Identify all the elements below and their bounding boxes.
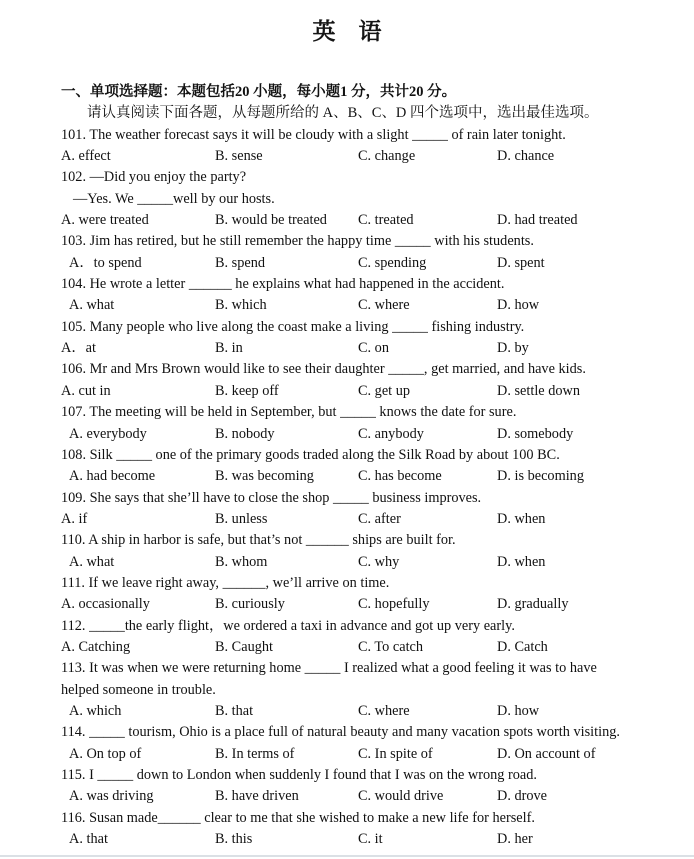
question-stem: 102. —Did you enjoy the party? xyxy=(61,169,247,186)
options-row xyxy=(61,210,688,231)
question-number: 101. xyxy=(61,126,87,143)
question-block xyxy=(61,722,688,765)
option-b: B. have driven xyxy=(215,788,299,805)
option-c: C. would drive xyxy=(358,788,444,805)
option-b: B. In terms of xyxy=(215,745,295,762)
option-a: A. if xyxy=(61,510,88,527)
option-b: B. whom xyxy=(215,553,268,570)
question-number: 107. xyxy=(61,404,87,421)
option-c: C. In spite of xyxy=(358,745,433,762)
page-bottom-edge xyxy=(0,855,694,857)
option-a: A. Catching xyxy=(61,638,131,655)
question-block xyxy=(61,125,688,168)
option-a: A. occasionally xyxy=(61,596,150,613)
question-block xyxy=(61,317,688,360)
options-row xyxy=(61,637,688,658)
option-d: D. spent xyxy=(497,254,545,271)
question-stem: 110. A ship in harbor is safe, but that’s not ______ ships are built for. xyxy=(61,532,456,549)
options-row xyxy=(61,424,688,445)
question-block xyxy=(61,231,688,274)
section-heading: 一、单项选择题：本题包括20 小题，每小题1 分，共计20 分。 xyxy=(61,84,457,100)
option-b: B. that xyxy=(215,702,254,719)
option-b: B. sense xyxy=(215,148,263,165)
option-b: B. Caught xyxy=(215,638,273,655)
question-block xyxy=(61,274,688,317)
question-block xyxy=(61,530,688,573)
question-stem: 101. The weather forecast says it will be cloudy with a slight _____ of rain later tonight. xyxy=(61,126,566,143)
option-a: A. was driving xyxy=(69,788,154,805)
option-a: A．to spend xyxy=(69,254,142,271)
question-stem: 108. Silk _____ one of the primary goods traded along the Silk Road by about 100 BC. xyxy=(61,446,560,463)
option-a: A. that xyxy=(69,831,108,848)
options-row xyxy=(61,338,688,359)
question-stem: 112. _____the early flight，we ordered a taxi in advance and got up very early. xyxy=(61,617,515,634)
option-c: C. hopefully xyxy=(358,596,430,613)
option-c: C. where xyxy=(358,297,410,314)
option-a: A．at xyxy=(61,340,96,357)
option-d: D. settle down xyxy=(497,382,580,399)
option-d: D. is becoming xyxy=(497,468,584,485)
question-stem: 105. Many people who live along the coast make a living _____ fishing industry. xyxy=(61,318,525,335)
option-d: D. had treated xyxy=(497,212,578,229)
option-b: B. unless xyxy=(215,510,268,527)
option-d: D. On account of xyxy=(497,745,596,762)
option-d: D. chance xyxy=(497,148,555,165)
question-stem-continued: —Yes. We _____well by our hosts. xyxy=(73,190,275,207)
option-b: B. was becoming xyxy=(215,468,314,485)
question-stem: 107. The meeting will be held in September, but _____ knows the date for sure. xyxy=(61,404,517,421)
option-d: D. when xyxy=(497,553,546,570)
questions-list xyxy=(61,125,688,851)
option-b: B. which xyxy=(215,297,267,314)
question-number: 105. xyxy=(61,318,87,335)
option-c: C. has become xyxy=(358,468,442,485)
options-row xyxy=(61,509,688,530)
option-b: B. this xyxy=(215,831,253,848)
option-c: C. anybody xyxy=(358,425,424,442)
option-a: A. On top of xyxy=(69,745,142,762)
option-a: A. everybody xyxy=(69,425,147,442)
options-row xyxy=(61,552,688,573)
option-d: D. gradually xyxy=(497,596,569,613)
option-c: C. it xyxy=(358,831,383,848)
question-stem: 111. If we leave right away, ______, we’ll arrive on time. xyxy=(61,574,390,591)
option-b: B. curiously xyxy=(215,596,285,613)
option-c: C. spending xyxy=(358,254,427,271)
question-stem-continued: helped someone in trouble. xyxy=(61,681,216,698)
options-row xyxy=(61,146,688,167)
option-a: A. effect xyxy=(61,148,111,165)
option-d: D. Catch xyxy=(497,638,548,655)
question-stem: 116. Susan made______ clear to me that she wished to make a new life for herself. xyxy=(61,809,535,826)
options-row xyxy=(61,829,688,850)
question-stem: 103. Jim has retired, but he still remember the happy time _____ with his students. xyxy=(61,233,534,250)
option-a: A. had become xyxy=(69,468,156,485)
option-d: D. when xyxy=(497,510,546,527)
options-row xyxy=(61,466,688,487)
question-stem: 113. It was when we were returning home _____ I realized what a good feeling it was to have xyxy=(61,660,597,677)
option-c: C. on xyxy=(358,340,389,357)
option-c: C. where xyxy=(358,702,410,719)
option-d: D. somebody xyxy=(497,425,574,442)
option-b: B. nobody xyxy=(215,425,275,442)
option-b: B. keep off xyxy=(215,382,279,399)
option-d: D. how xyxy=(497,297,540,314)
question-block xyxy=(61,573,688,616)
question-block xyxy=(61,402,688,445)
options-row xyxy=(61,786,688,807)
question-number: 112. xyxy=(61,617,86,634)
options-row xyxy=(61,295,688,316)
option-c: C. get up xyxy=(358,382,411,399)
option-c: C. why xyxy=(358,553,400,570)
question-number: 106. xyxy=(61,361,87,378)
option-d: D. by xyxy=(497,340,529,357)
option-d: D. her xyxy=(497,831,533,848)
section-instruction: 请认真阅读下面各题，从每题所给的 A、B、C、D 四个选项中，选出最佳选项。 xyxy=(87,105,599,122)
question-number: 110. xyxy=(61,532,86,549)
options-row xyxy=(61,701,688,722)
option-b: B. spend xyxy=(215,254,266,271)
question-number: 109. xyxy=(61,489,87,506)
question-number: 111. xyxy=(61,574,85,591)
options-row xyxy=(61,253,688,274)
option-c: C. To catch xyxy=(358,638,424,655)
option-a: A. which xyxy=(69,702,122,719)
question-number: 103. xyxy=(61,233,87,250)
question-number: 104. xyxy=(61,276,87,293)
option-b: B. would be treated xyxy=(215,212,327,229)
option-d: D. how xyxy=(497,702,540,719)
question-number: 115. xyxy=(61,767,86,783)
option-a: A. what xyxy=(69,297,115,314)
question-number: 108. xyxy=(61,446,87,463)
option-a: A. cut in xyxy=(61,382,111,399)
option-b: B. in xyxy=(215,340,243,357)
question-number: 102. xyxy=(61,169,87,186)
question-block xyxy=(61,616,688,659)
question-block xyxy=(61,167,688,231)
question-block xyxy=(61,765,688,808)
option-a: A. were treated xyxy=(61,212,149,229)
question-stem: 115. I _____ down to London when suddenly I found that I was on the wrong road. xyxy=(61,767,537,783)
question-number: 114. xyxy=(61,724,86,741)
option-a: A. what xyxy=(69,553,115,570)
option-c: C. treated xyxy=(358,212,414,229)
question-block xyxy=(61,445,688,488)
options-row xyxy=(61,744,688,765)
question-block xyxy=(61,808,688,851)
question-number: 113. xyxy=(61,660,86,677)
exam-content xyxy=(0,82,694,850)
options-row xyxy=(61,594,688,615)
option-c: C. after xyxy=(358,510,401,527)
question-number: 116. xyxy=(61,809,86,826)
question-block xyxy=(61,488,688,531)
question-block xyxy=(61,359,688,402)
page-title: 英 语 xyxy=(312,19,382,44)
option-d: D. drove xyxy=(497,788,548,805)
question-stem: 109. She says that she’ll have to close the shop _____ business improves. xyxy=(61,489,482,506)
options-row xyxy=(61,381,688,402)
question-block xyxy=(61,658,688,722)
option-c: C. change xyxy=(358,148,416,165)
question-stem: 106. Mr and Mrs Brown would like to see their daughter _____, get married, and have kids. xyxy=(61,361,586,378)
question-stem: 114. _____ tourism, Ohio is a place full of natural beauty and many vacation spots worth visiting. xyxy=(61,724,620,741)
question-stem: 104. He wrote a letter ______ he explains what had happened in the accident. xyxy=(61,276,505,293)
